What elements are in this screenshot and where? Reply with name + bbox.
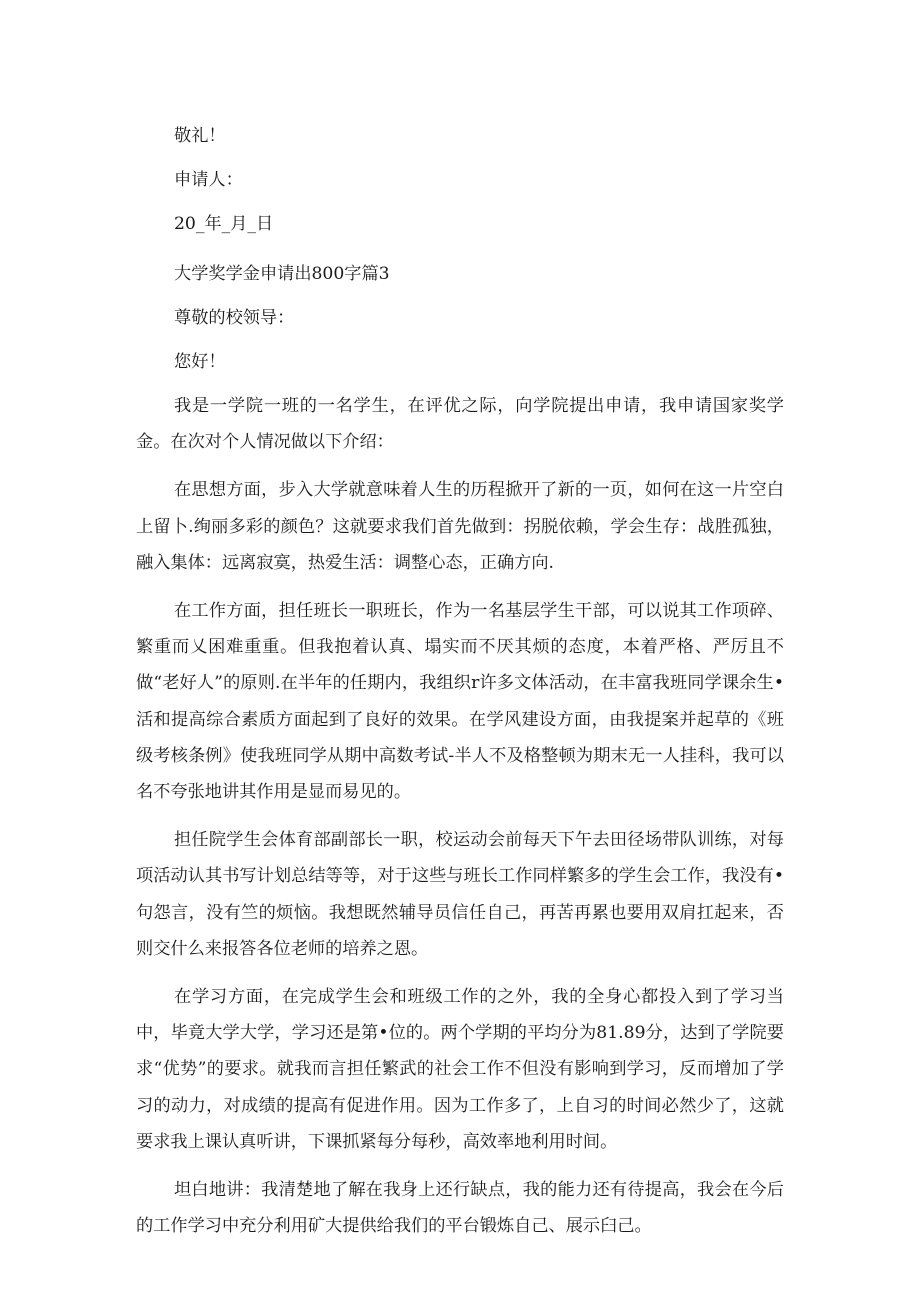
paragraph-closing: 坦白地讲：我清楚地了解在我身上还行缺点，我的能力还有待提高，我会在今后的工作学习中充分利用矿大提供给我们的平台锻炼自己、展示臼己。 — [136, 1180, 784, 1237]
paragraph-work: 在工作方面，担任班长一职班长，作为一名基层学生干部，可以说其工作项碎、繁重而乂困难重重。但我抱着认真、塌实而不厌其烦的态度，本着严格、严厉且不做“老好人”的原则.在半年的任期内，我组织r许多文体活动，在丰富我班同学课余生•活和提高综合素质方面起到了良好的效果。在学风建设方面，由我提案并起草的《班级考核条例》使我班同学从期中高数考试-半人不及格整顿为期末无一人挂科，我可以名不夸张地讲其作用是显而易见的。 — [136, 601, 784, 803]
paragraph-study: 在学习方面，在完成学生会和班级工作的之外，我的全身心都投入到了学习当中，毕竟大学大学，学习还是第•位的。两个学期的平均分为81.89分，达到了学院要求“优势”的要求。就我而言担任繁武的社会工作不但没有影响到学习，反而增加了学习的动力，对成绩的提高有促进作用。因为工作多了，上自习的时间必然少了，这就要求我上课认真听讲，下课抓紧每分每秒，高效率地利用时间。 — [136, 987, 784, 1152]
closing-line: 敬礼！ — [174, 126, 226, 146]
paragraph-student-union: 担任院学生会体育部副部长一职，校运动会前每天下午去田径场带队训练，对每项活动认其书写计划总结等等，对于这些与班长工作同样繁多的学生会工作，我没有•句怨言，没有竺的烦恼。我想既然辅导员信任自己，再苦再累也要用双肩扛起来，否则交什么来报答各位老师的培养之恩。 — [136, 830, 784, 959]
applicant-label: 申请人： — [174, 170, 243, 190]
date-line: 20_年_月_日 — [174, 214, 274, 234]
greeting: 您好！ — [174, 352, 226, 372]
paragraph-intro: 我是一学院一班的一名学生，在评优之际，向学院提出申请，我申请国家奖学金。在次对个人情况做以下介绍： — [136, 396, 784, 453]
paragraph-ideology: 在思想方面，步入大学就意味着人生的历程掀开了新的一页，如何在这一片空白上留卜.绚丽多彩的颜色？这就要求我们首先做到：拐脱依赖，学会生存：战胜孤独，融入集体：远离寂寞，热爱生活：调整心态，正确方向. — [136, 480, 784, 573]
section-title: 大学奖学金申请出800字篇3 — [174, 264, 390, 284]
salutation: 尊敬的校领导： — [174, 308, 295, 328]
document-page — [136, 118, 784, 1244]
